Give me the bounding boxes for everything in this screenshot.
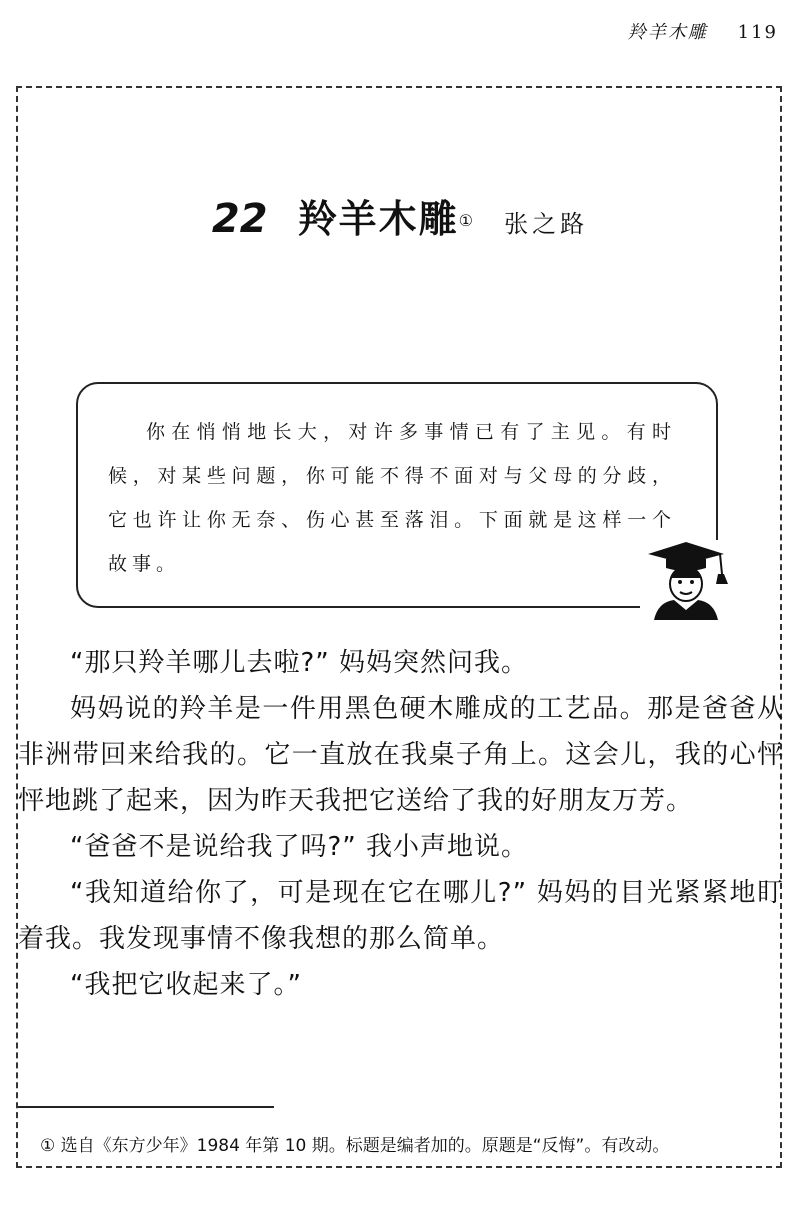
body-text — [18, 640, 784, 1008]
page-number: 119 — [737, 22, 778, 43]
paragraph: 妈妈说的羚羊是一件用黑色硬木雕成的工艺品。那是爸爸从非洲带回来给我的。它一直放在我桌子角上。这会儿，我的心怦怦地跳了起来，因为昨天我把它送给了我的好朋友万芳。 — [18, 694, 784, 816]
paragraph: “我知道给你了，可是现在它在哪儿?” 妈妈的目光紧紧地盯着我。我发现事情不像我想的那么简单。 — [18, 878, 784, 954]
paragraph: “爸爸不是说给我了吗?” 我小声地说。 — [70, 832, 529, 862]
running-head-title: 羚羊木雕 — [627, 22, 708, 43]
graduate-teacher-icon — [640, 540, 730, 620]
footnote-rule — [18, 1106, 274, 1108]
intro-box — [76, 382, 718, 608]
lesson-heading — [0, 188, 800, 243]
footnote-marker: ① — [458, 210, 474, 230]
running-head — [628, 18, 778, 44]
footnote: ① 选自《东方少年》1984 年第 10 期。标题是编者加的。原题是“反悔”。有改动。 — [40, 1136, 670, 1156]
author-name: 张之路 — [504, 210, 589, 238]
lesson-title: 羚羊木雕 — [298, 197, 459, 241]
paragraph: “那只羚羊哪儿去啦?” 妈妈突然问我。 — [70, 648, 529, 678]
paragraph: “我把它收起来了。” — [70, 970, 302, 1000]
intro-text: 你在悄悄地长大，对许多事情已有了主见。有时候，对某些问题，你可能不得不面对与父母的分歧，它也许让你无奈、伤心甚至落泪。下面就是这样一个故事。 — [108, 421, 676, 575]
lesson-number: 22 — [211, 196, 268, 242]
